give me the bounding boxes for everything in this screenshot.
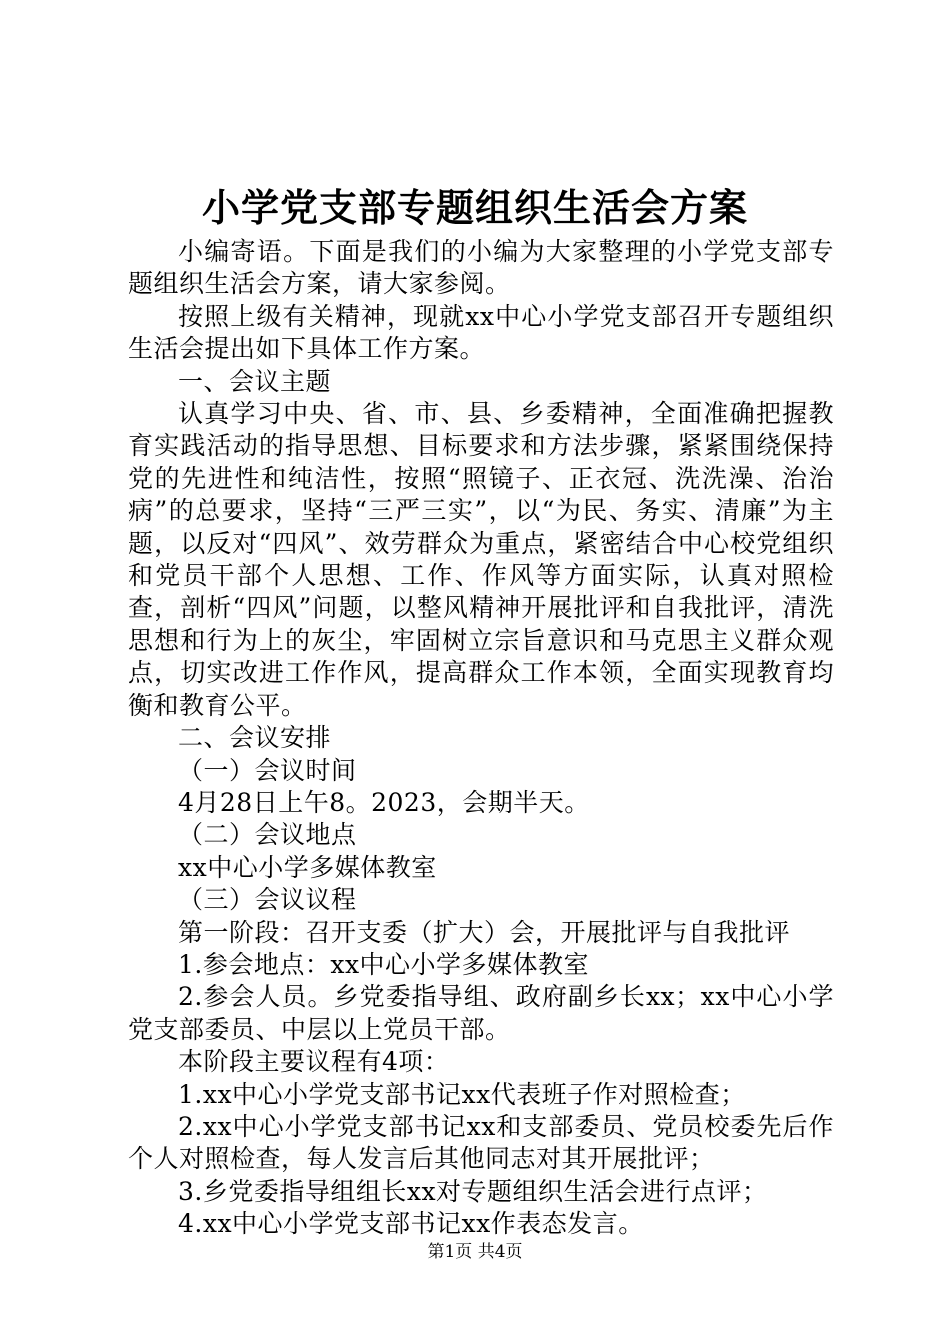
section-heading-theme: 一、会议主题 (178, 366, 332, 396)
agenda-item-attendees: 2.参会人员。乡党委指导组、政府副乡长xx；xx中心小学党支部委员、中层以上党员干部。 (128, 982, 834, 1044)
page-number: 第1页 共4页 (427, 1242, 523, 1262)
agenda-step-3: 3.乡党委指导组组长xx对专题组织生活会进行点评； (178, 1176, 768, 1206)
agenda-step-1: 1.xx中心小学党支部书记xx代表班子作对照检查； (178, 1079, 746, 1109)
subheading-agenda: （三）会议议程 (178, 885, 357, 915)
agenda-step-4: 4.xx中心小学党支部书记xx作表态发言。 (178, 1209, 644, 1239)
meeting-time: 4月28日上午8。2023，会期半天。 (178, 787, 590, 817)
meeting-location: xx中心小学多媒体教室 (178, 852, 437, 882)
document-body (128, 236, 834, 1241)
agenda-summary: 本阶段主要议程有4项： (178, 1047, 450, 1077)
agenda-stage-one: 第一阶段：召开支委（扩大）会，开展批评与自我批评 (178, 917, 791, 947)
intro-paragraph: 小编寄语。下面是我们的小编为大家整理的小学党支部专题组织生活会方案，请大家参阅。 (128, 237, 834, 299)
section-heading-arrangement: 二、会议安排 (178, 723, 332, 753)
theme-paragraph: 认真学习中央、省、市、县、乡委精神，全面准确把握教育实践活动的指导思想、目标要求和方法步骤，紧紧围绕保持党的先进性和纯洁性，按照“照镜子、正衣冠、洗洗澡、治治病”的总要求，坚持“三严三实”，以“为民、务实、清廉”为主题，以反对“四风”、效劳群众为重点，紧密结合中心校党组织和党员干部个人思想、工作、作风等方面实际，认真对照检查，剖析“四风”问题，以整风精神开展批评和自我批评，清洗思想和行为上的灰尘，牢固树立宗旨意识和马克思主义群众观点，切实改进工作作风，提高群众工作本领，全面实现教育均衡和教育公平。 (128, 399, 834, 720)
agenda-item-venue: 1.参会地点：xx中心小学多媒体教室 (178, 949, 590, 979)
document-title: 小学党支部专题组织生活会方案 (201, 185, 748, 230)
purpose-paragraph: 按照上级有关精神，现就xx中心小学党支部召开专题组织生活会提出如下具体工作方案。 (128, 301, 834, 364)
agenda-step-2: 2.xx中心小学党支部书记xx和支部委员、党员校委先后作个人对照检查，每人发言后其他同志对其开展批评； (128, 1111, 834, 1174)
subheading-location: （二）会议地点 (178, 820, 357, 850)
subheading-time: （一）会议时间 (178, 755, 357, 785)
